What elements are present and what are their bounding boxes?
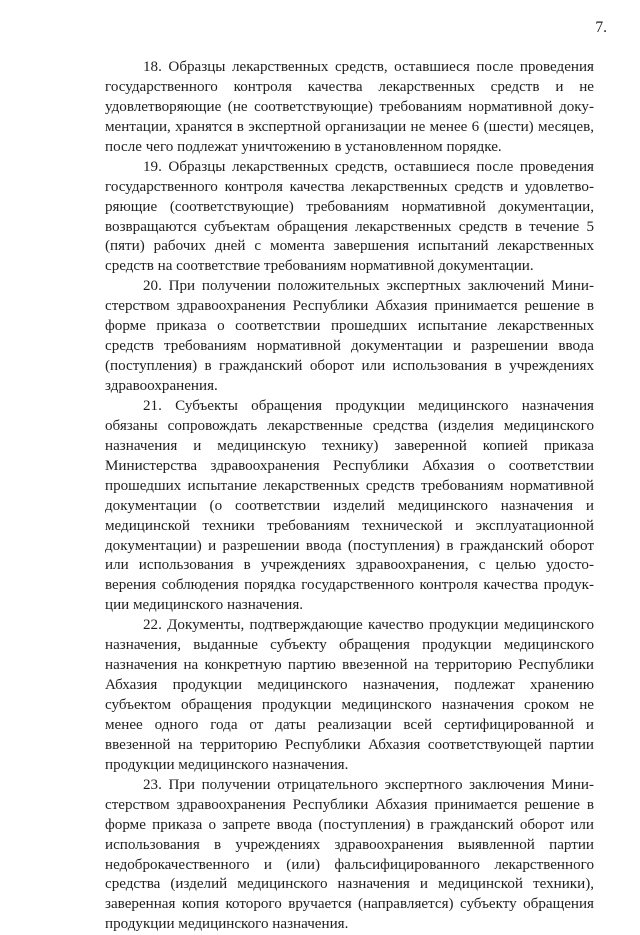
text-line: продукции медицинского назначения. [105,916,349,933]
text-line: назначения на конкретную партию ввезенной на территорию Республики [105,657,594,674]
document-body [105,58,594,935]
text-line: (поступления) в гражданский оборот или использования в учреждениях [105,358,594,375]
text-line: (пяти) рабочих дней с момента завершения испытаний лекарственных [105,238,594,255]
paragraph-19 [105,158,594,278]
text-line: стерством здравоохранения Республики Абхазия принимается решение в [105,298,594,315]
page-number: 7. [595,19,607,36]
text-line: использования в учреждениях здравоохранения выявленной партии [105,836,594,853]
text-line: здравоохранения. [105,378,218,394]
text-line: недоброкачественного и (или) фальсифицированного лекарственного [105,856,594,873]
text-line: средств требованиям нормативной документации и разрешении ввода [105,338,594,355]
text-line: 20. При получении положительных экспертных заключений Мини- [143,278,594,295]
text-line: ции медицинского назначения. [105,597,304,614]
text-line: менее одного года от даты реализации всей сертифицированной и [105,716,594,733]
text-line: 21. Субъекты обращения продукции медицинского назначения [143,397,594,414]
text-line: 23. При получении отрицательного экспертного заключения Мини- [143,776,594,793]
text-line: медицинской техники требованиям технической и эксплуатационной [105,517,594,534]
text-line: средств на соответствие требованиям нормативной документации. [105,258,534,275]
text-line: назначения и медицинскую технику) заверенной копией приказа [105,437,594,454]
text-line: возвращаются субъектам обращения лекарственных средств в течение 5 [105,218,594,235]
text-line: ментации, хранятся в экспертной организации не менее 6 (шести) месяцев, [105,118,594,135]
text-line: ряющие (соответствующие) требованиям нормативной документации, [105,198,594,215]
paragraph-22 [105,616,594,776]
text-line: 22. Документы, подтверждающие качество продукции медицинского [143,617,594,634]
text-line: верения соблюдения порядка государственного контроля качества продук- [105,577,594,594]
paragraph-20 [105,277,594,397]
text-line: документации) и разрешении ввода (поступления) в гражданский оборот [105,537,594,554]
text-line: ввезенной на территорию Республики Абхазия соответствующей партии [105,736,594,753]
text-line: обязаны сопровождать лекарственные средства (изделия медицинского [105,417,594,434]
text-line: или использования в учреждениях здравоохранения, с целью удосто- [105,557,594,574]
text-line: субъектом обращения продукции медицинского назначения сроком не [105,697,594,713]
paragraph-23 [105,776,594,935]
text-line: продукции медицинского назначения. [105,756,349,773]
text-line: форме приказа о запрете ввода (поступления) в гражданский оборот или [105,816,594,833]
text-line: Министерства здравоохранения Республики Абхазия о соответствии [105,457,594,474]
text-line: назначения, выданные субъекту обращения продукции медицинского [105,637,594,654]
text-line: государственного контроля качества лекарственных средств и не [105,78,594,95]
text-line: удовлетворяющие (не соответствующие) требованиям нормативной доку- [105,98,594,115]
text-line: государственного контроля качества лекарственных средств и удовлетво- [105,178,594,195]
text-line: прошедших испытание лекарственных средств требованиям нормативной [105,477,594,494]
paragraph-18 [105,58,594,158]
text-line: средства (изделий медицинского назначения и медицинской техники), [105,876,594,893]
text-line: форме приказа о соответствии прошедших испытание лекарственных [105,318,594,335]
text-line: 19. Образцы лекарственных средств, оставшиеся после проведения [143,158,594,175]
paragraph-21 [105,397,594,616]
text-line: Абхазия продукции медицинского назначения, подлежат хранению [105,677,594,694]
text-line: стерством здравоохранения Республики Абхазия принимается решение в [105,796,594,813]
text-line: документации (о соответствии изделий медицинского назначения и [105,497,594,514]
text-line: заверенная копия которого вручается (направляется) субъекту обращения [105,896,594,913]
text-line: 18. Образцы лекарственных средств, оставшиеся после проведения [143,59,594,75]
text-line: после чего подлежат уничтожению в установленном порядке. [105,138,502,155]
